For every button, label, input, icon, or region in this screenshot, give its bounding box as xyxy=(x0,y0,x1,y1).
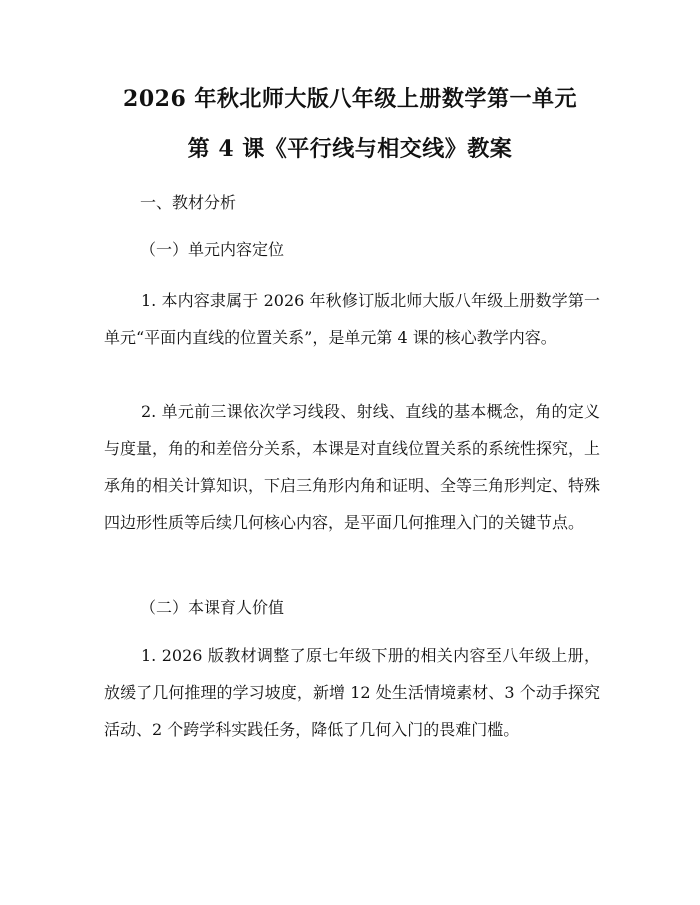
document-title-line-1: 2026 年秋北师大版八年级上册数学第一单元 xyxy=(123,86,577,112)
paragraph-unit-positioning-2: 2. 单元前三课依次学习线段、射线、直线的基本概念，角的定义与度量，角的和差倍分关系，本课是对直线位置关系的系统性探究，上承角的相关计算知识，下启三角形内角和证明、全等三角形判定、特殊四边形性质等后续几何核心内容，是平面几何推理入门的关键节点。 xyxy=(104,402,601,532)
subsection-heading-unit-positioning: （一）单元内容定位 xyxy=(140,240,285,259)
paragraph-educational-value-1: 1. 2026 版教材调整了原七年级下册的相关内容至八年级上册，放缓了几何推理的学习坡度，新增 12 处生活情境素材、3 个动手探究活动、2 个跨学科实践任务，降低了几何入门的畏难门槛。 xyxy=(104,646,600,739)
section-heading-teaching-material-analysis: 一、教材分析 xyxy=(140,193,237,212)
subsection-heading-educational-value: （二）本课育人价值 xyxy=(140,598,285,617)
document-title-line-2: 第 4 课《平行线与相交线》教案 xyxy=(187,136,513,162)
paragraph-unit-positioning-1: 1. 本内容隶属于 2026 年秋修订版北师大版八年级上册数学第一单元“平面内直线的位置关系”，是单元第 4 课的核心教学内容。 xyxy=(104,291,600,347)
